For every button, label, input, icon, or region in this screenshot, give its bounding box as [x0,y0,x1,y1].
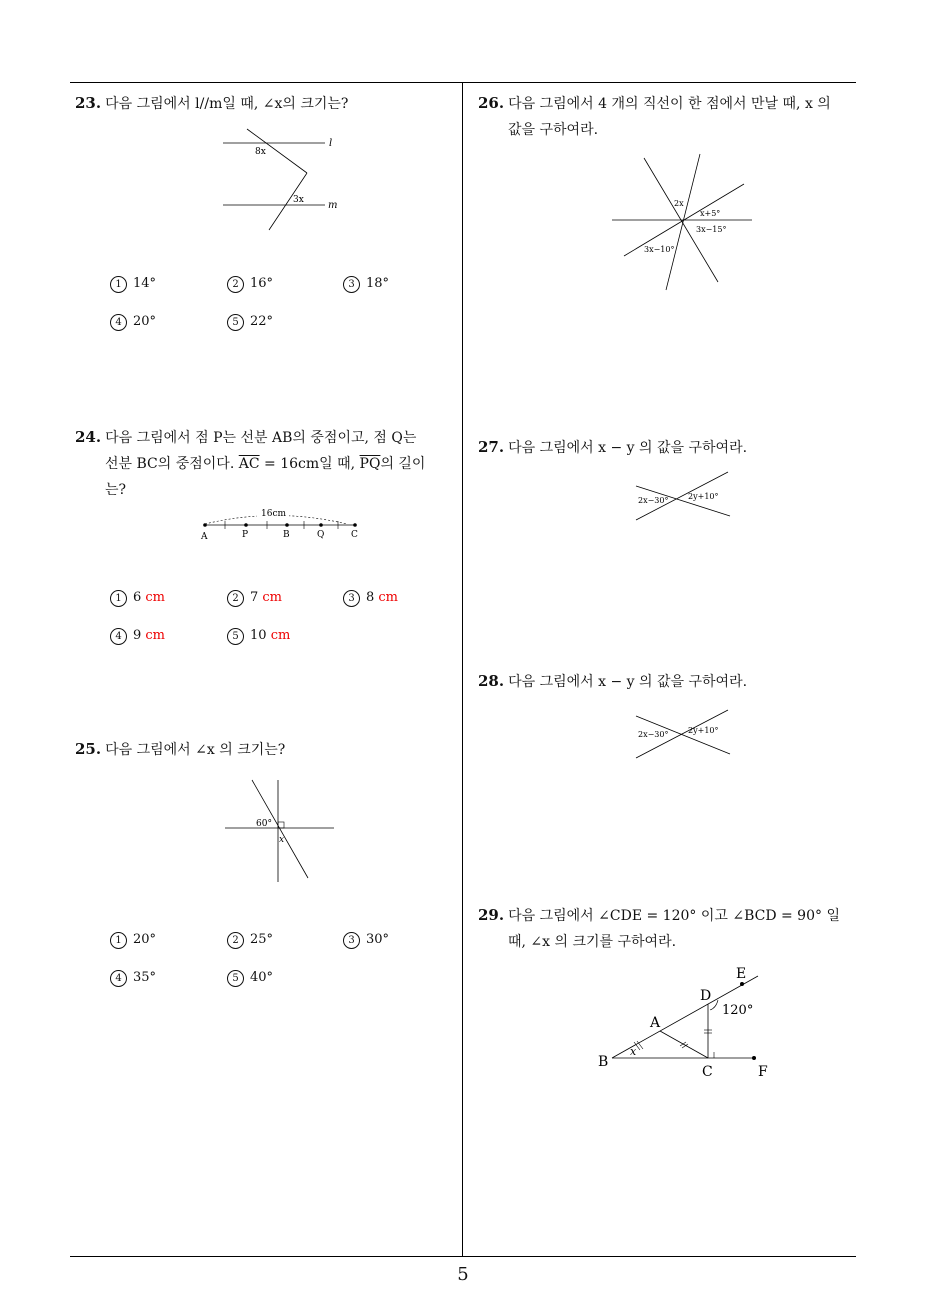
question-number: 25. [75,740,102,758]
point-f-label: F [758,1064,768,1080]
choice-23-3[interactable]: 3 18° [343,276,389,293]
question-text-line1: 다음 그림에서 점 P는 선분 AB의 중점이고, 점 Q는 [105,430,417,446]
angle-3x10-label: 3x−10° [644,245,675,254]
question-text-line1: 다음 그림에서 ∠CDE = 120° 이고 ∠BCD = 90° 일 [508,908,840,924]
choice-23-4[interactable]: 4 20° [110,314,156,331]
figure-23 [215,125,345,235]
question-text-line2c: 의 길이 [380,456,426,472]
question-number: 27. [478,438,505,456]
bottom-rule [70,1256,856,1257]
question-number: 26. [478,94,505,112]
question-text: 다음 그림에서 ∠x 의 크기는? [105,742,286,758]
figure-27 [632,468,737,528]
point-b-label: B [283,530,290,540]
angle-left-label: 2x−30° [638,730,669,739]
choice-25-1[interactable]: 1 20° [110,932,156,949]
question-text: 다음 그림에서 l//m일 때, ∠x의 크기는? [105,96,349,112]
line-l-label: l [329,138,333,149]
point-d-label: D [700,988,712,1004]
choice-23-2[interactable]: 2 16° [227,276,273,293]
question-25 [75,736,285,763]
circled-number: 1 [110,276,127,293]
choice-24-1[interactable]: 1 6 cm [110,590,165,607]
point-c-label: C [702,1064,713,1080]
question-29 [478,902,863,955]
choice-25-2[interactable]: 2 25° [227,932,273,949]
point-e-label: E [736,966,747,982]
angle-left-label: 2x−30° [638,496,669,505]
figure-26 [610,152,755,292]
figure-28 [632,706,737,766]
choice-25-5[interactable]: 5 40° [227,970,273,987]
question-text-line3: 는? [105,482,127,498]
question-24 [75,424,460,503]
question-text-line2: 때, ∠x 의 크기를 구하여라. [508,934,677,950]
angle-x5-label: x+5° [700,209,721,218]
circled-number: 5 [227,970,244,987]
circled-number: 4 [110,970,127,987]
column-divider [462,82,463,1257]
angle-60-label: 60° [256,819,272,829]
angle-2x-label: 2x [674,199,684,208]
circled-number: 2 [227,590,244,607]
choice-24-5[interactable]: 5 10 cm [227,628,290,645]
question-text-line2a: 선분 BC의 중점이다. [105,456,239,472]
circled-number: 2 [227,276,244,293]
question-28 [478,668,747,695]
choice-25-4[interactable]: 4 35° [110,970,156,987]
circled-number: 3 [343,932,360,949]
question-text: 다음 그림에서 x − y 의 값을 구하여라. [508,440,748,456]
angle-x-label: x [279,835,285,845]
angle-right-label: 2y+10° [688,492,719,501]
point-p-label: P [242,530,249,540]
question-26 [478,90,863,143]
choice-23-5[interactable]: 5 22° [227,314,273,331]
question-number: 23. [75,94,102,112]
angle-3x15-label: 3x−15° [696,225,727,234]
angle-3x-label: 3x [293,195,304,205]
page-number: 5 [457,1264,469,1285]
segment-ac: $\overline{AC}$ [238,456,260,472]
top-rule [70,82,856,83]
point-q-label: Q [317,530,325,540]
angle-120-label: 120° [722,1003,754,1018]
question-text: 다음 그림에서 x − y 의 값을 구하여라. [508,674,748,690]
circled-number: 1 [110,590,127,607]
figure-29 [594,962,779,1082]
choice-24-4[interactable]: 4 9 cm [110,628,165,645]
circled-number: 2 [227,932,244,949]
point-a-label: A [650,1015,661,1031]
question-number: 28. [478,672,505,690]
question-number: 24. [75,428,102,446]
point-c-label: C [351,530,358,540]
circled-number: 4 [110,314,127,331]
point-a-label: A [201,532,208,542]
question-text-line1: 다음 그림에서 4 개의 직선이 한 점에서 만날 때, x 의 [508,96,831,112]
question-number: 29. [478,906,505,924]
question-27 [478,434,747,461]
choice-24-2[interactable]: 2 7 cm [227,590,282,607]
figure-25 [222,776,337,886]
line-m-label: m [328,200,338,211]
angle-x-label: x [630,1045,637,1058]
circled-number: 1 [110,932,127,949]
choice-23-1[interactable]: 1 14° [110,276,156,293]
choice-25-3[interactable]: 3 30° [343,932,389,949]
question-23 [75,90,348,117]
circled-number: 3 [343,276,360,293]
figure-24 [195,505,365,545]
length-label: 16cm [261,509,287,519]
choice-24-3[interactable]: 3 8 cm [343,590,398,607]
point-b-label: B [598,1054,609,1070]
circled-number: 3 [343,590,360,607]
angle-8x-label: 8x [255,147,266,157]
question-text-line2: 값을 구하여라. [508,122,599,138]
segment-pq: $\overline{PQ}$ [359,456,381,472]
circled-number: 4 [110,628,127,645]
angle-right-label: 2y+10° [688,726,719,735]
circled-number: 5 [227,628,244,645]
circled-number: 5 [227,314,244,331]
question-text-line2b: = 16cm일 때, [259,456,360,472]
